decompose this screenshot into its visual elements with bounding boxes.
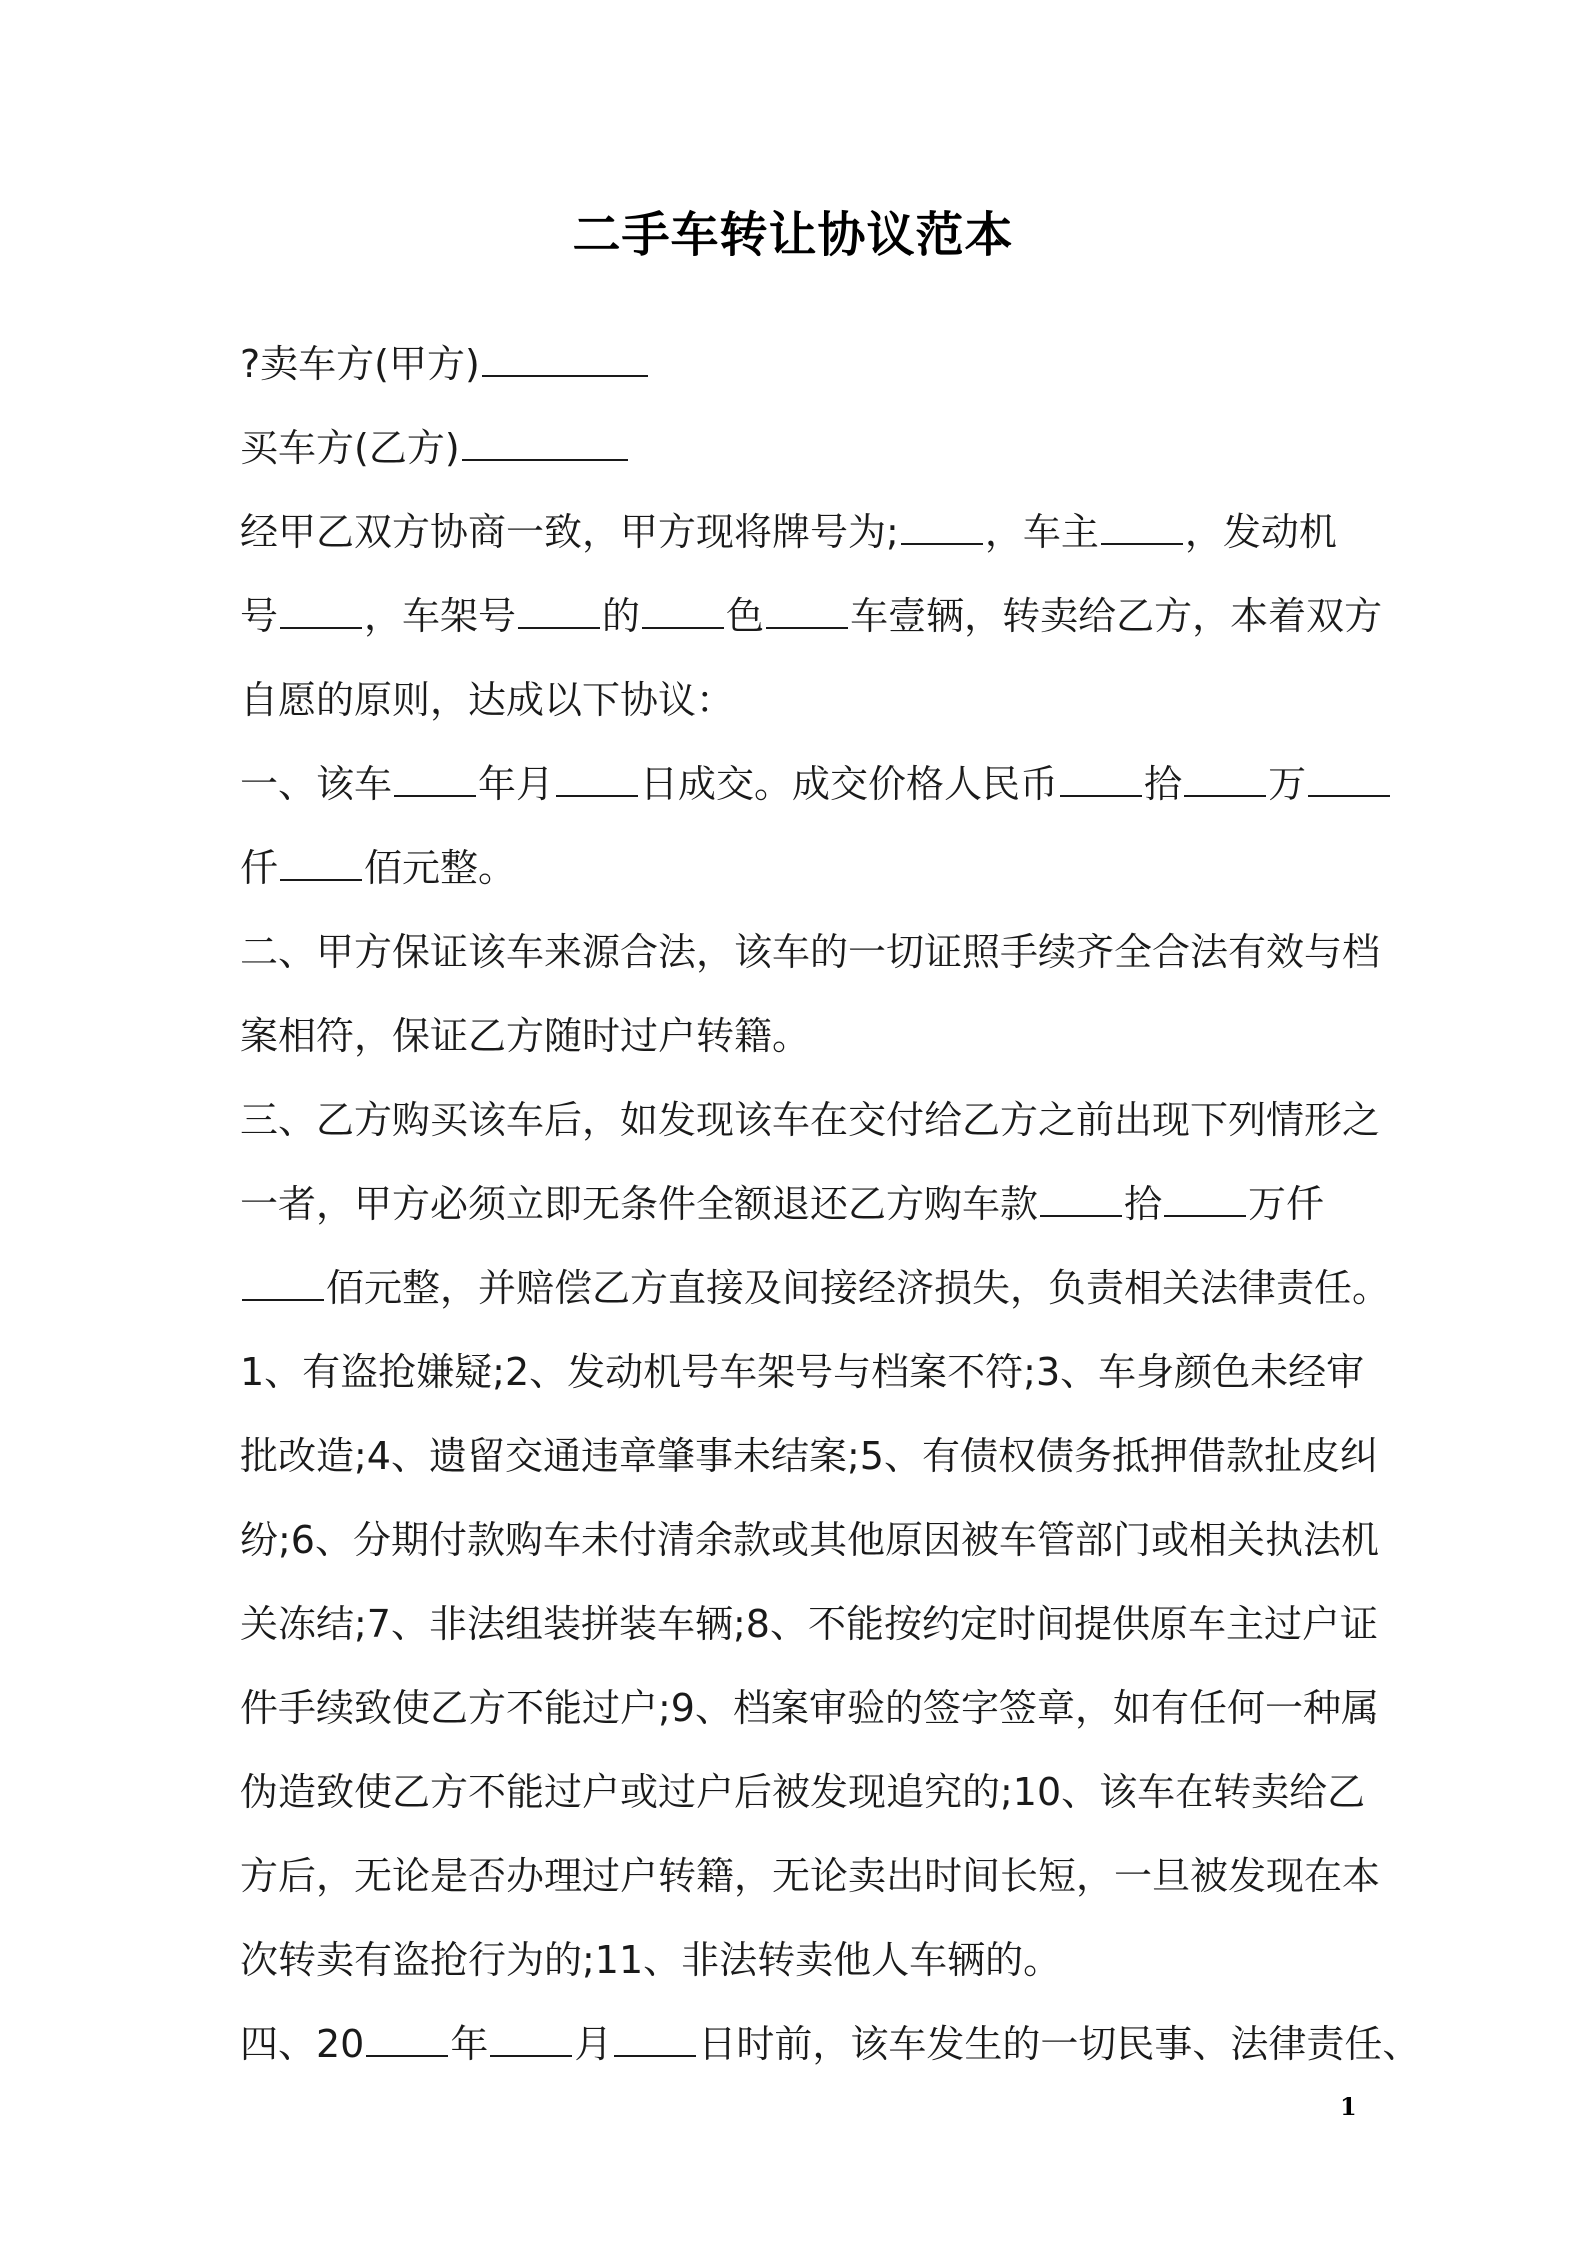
clause-3-line-8 <box>240 1684 1379 1732</box>
text-span: 关冻结;7、非法组装拼装车辆;8、不能按约定时间提供原车主过户证 <box>240 1602 1378 1646</box>
text-span: 经甲乙双方协商一致，甲方现将牌号为; <box>240 510 899 554</box>
price-blank-4 <box>280 845 362 881</box>
text-span: 日时前，该车发生的一切民事、法律责任、 <box>698 2022 1421 2066</box>
clause-3-line-11 <box>240 1936 1061 1984</box>
owner-blank <box>1101 509 1183 545</box>
plate-blank <box>901 509 983 545</box>
text-span: 一者，甲方必须立即无条件全额退还乙方购车款 <box>240 1182 1039 1226</box>
seller-blank <box>482 341 648 377</box>
deadline-month-blank <box>490 2021 572 2057</box>
clause-4-line-1 <box>240 2020 1420 2068</box>
intro-line-1 <box>240 508 1337 556</box>
year-blank <box>394 761 476 797</box>
text-span: 自愿的原则，达成以下协议： <box>240 678 735 722</box>
text-span: 色 <box>726 594 765 638</box>
clause-3-line-9 <box>240 1768 1365 1816</box>
text-span: 仟 <box>240 846 279 890</box>
text-span: 佰元整。 <box>364 846 517 890</box>
text-span: ，发动机 <box>1184 510 1337 554</box>
day-blank <box>556 761 638 797</box>
text-span: 年月 <box>478 762 555 806</box>
price-blank-3 <box>1308 761 1390 797</box>
seller-line <box>240 340 650 388</box>
buyer-blank <box>462 425 628 461</box>
text-span: 批改造;4、遗留交通违章肇事未结案;5、有债权债务抵押借款扯皮纠 <box>240 1434 1378 1478</box>
frame-blank <box>518 593 600 629</box>
text-span: ，车架号 <box>364 594 517 638</box>
text-span: 万仟 <box>1248 1182 1325 1226</box>
text-span: 次转卖有盗抢行为的;11、非法转卖他人车辆的。 <box>240 1938 1062 1982</box>
text-span: 纷;6、分期付款购车未付清余款或其他原因被车管部门或相关执法机 <box>240 1518 1379 1562</box>
price-blank-2 <box>1184 761 1266 797</box>
text-span: 的 <box>602 594 641 638</box>
clause-3-line-1 <box>240 1096 1380 1144</box>
clause-3-line-4 <box>240 1348 1364 1396</box>
text-span: 万 <box>1268 762 1307 806</box>
buyer-label: 买车方(乙方) <box>240 426 460 470</box>
refund-blank-2 <box>1164 1181 1246 1217</box>
text-span: 1、有盗抢嫌疑;2、发动机号车架号与档案不符;3、车身颜色未经审 <box>240 1350 1365 1394</box>
text-span: 一、该车 <box>240 762 393 806</box>
text-span: 年 <box>450 2022 489 2066</box>
seller-label: ?卖车方(甲方) <box>240 342 480 386</box>
refund-blank-3 <box>242 1265 324 1301</box>
text-span: 案相符，保证乙方随时过户转籍。 <box>240 1014 811 1058</box>
clause-3-line-2 <box>240 1180 1324 1228</box>
text-span: ，车主 <box>984 510 1099 554</box>
clause-3-line-7 <box>240 1600 1378 1648</box>
document-title: 二手车转让协议范本 <box>572 207 1014 263</box>
text-span: 拾 <box>1144 762 1183 806</box>
clause-3-line-6 <box>240 1516 1379 1564</box>
engine-blank <box>280 593 362 629</box>
text-span: 月 <box>574 2022 613 2066</box>
text-span: 伪造致使乙方不能过户或过户后被发现追究的;10、该车在转卖给乙 <box>240 1770 1366 1814</box>
text-span: 二、甲方保证该车来源合法，该车的一切证照手续齐全合法有效与档 <box>240 930 1381 974</box>
clause-2-line-2 <box>240 1012 810 1060</box>
refund-blank-1 <box>1040 1181 1122 1217</box>
page-number: 1 <box>1340 2092 1357 2121</box>
color-blank <box>642 593 724 629</box>
clause-2-line-1 <box>240 928 1380 976</box>
text-span: 拾 <box>1124 1182 1163 1226</box>
price-blank-1 <box>1060 761 1142 797</box>
text-span: 车壹辆，转卖给乙方，本着双方 <box>850 594 1383 638</box>
intro-line-2 <box>240 592 1382 640</box>
intro-line-3 <box>240 676 734 724</box>
clause-1-line-1 <box>240 760 1392 808</box>
text-span: 号 <box>240 594 279 638</box>
vehicle-type-blank <box>766 593 848 629</box>
text-span: 日成交。成交价格人民币 <box>640 762 1059 806</box>
text-span: 件手续致使乙方不能过户;9、档案审验的签字签章，如有任何一种属 <box>240 1686 1379 1730</box>
buyer-line <box>240 424 630 472</box>
clause-3-line-5 <box>240 1432 1378 1480</box>
text-span: 四、20 <box>240 2022 365 2066</box>
clause-3-line-3 <box>240 1264 1390 1312</box>
text-span: 方后，无论是否办理过户转籍，无论卖出时间长短，一旦被发现在本 <box>240 1854 1381 1898</box>
clause-3-line-10 <box>240 1852 1380 1900</box>
deadline-day-blank <box>614 2021 696 2057</box>
text-span: 佰元整，并赔偿乙方直接及间接经济损失，负责相关法律责任。 <box>326 1266 1391 1310</box>
clause-1-line-2 <box>240 844 516 892</box>
deadline-year-blank <box>366 2021 448 2057</box>
text-span: 三、乙方购买该车后，如发现该车在交付给乙方之前出现下列情形之 <box>240 1098 1381 1142</box>
